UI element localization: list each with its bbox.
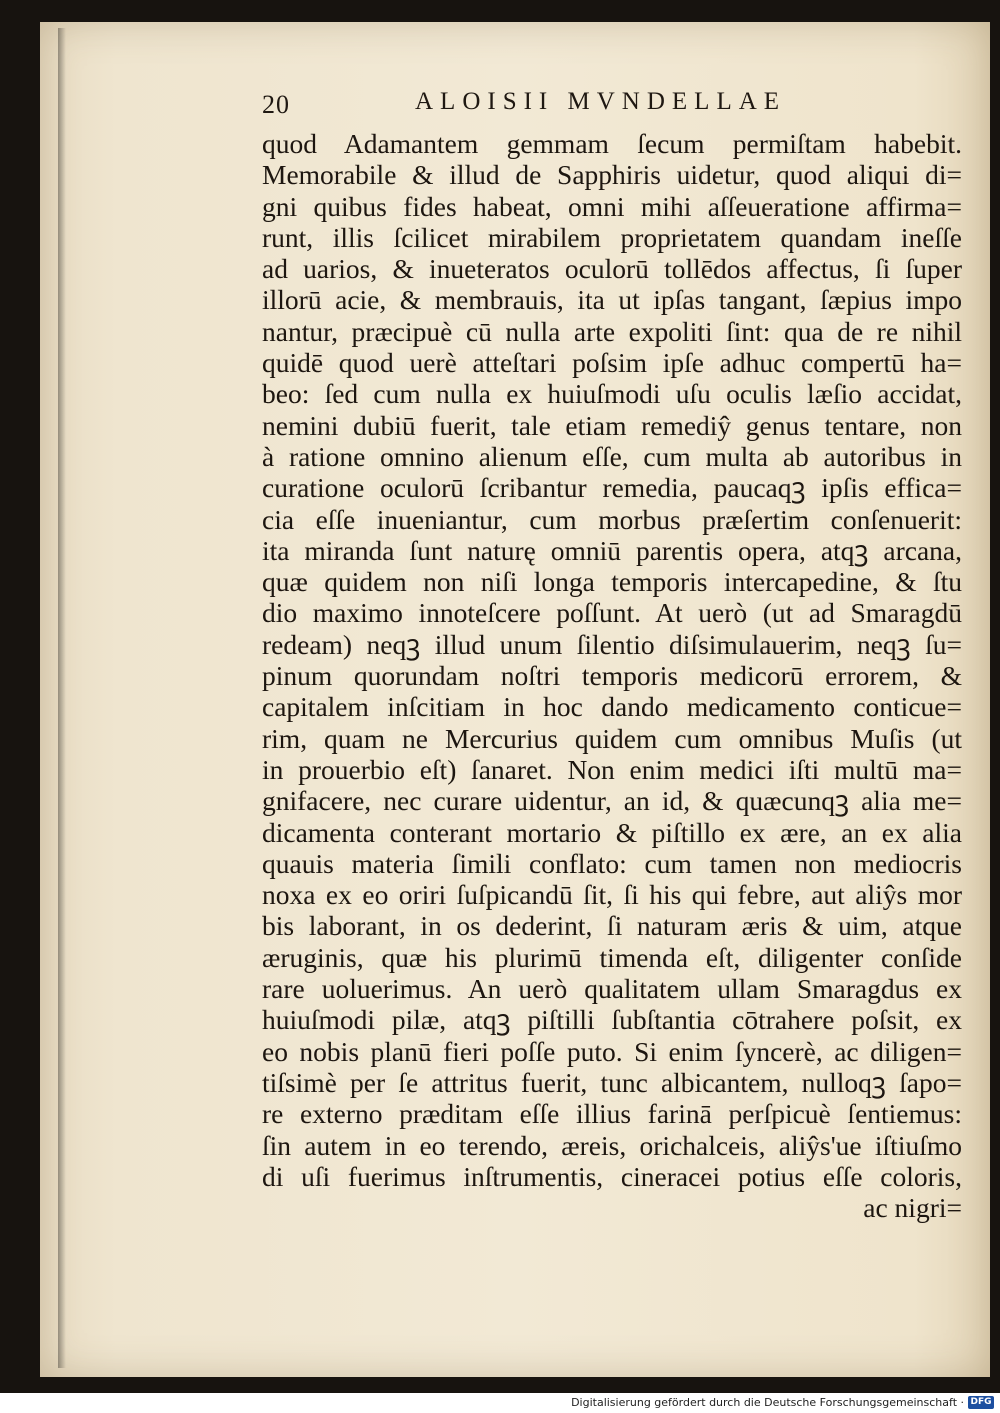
text-line: pinum quorundam noſtri temporis medicorū errorem, & xyxy=(262,660,962,692)
text-line: ita miranda ſunt naturę omniū parentis opera, atqꝫ arcana, xyxy=(262,534,962,566)
text-line: illorū acie, & membrauis, ita ut ipſas tangant, ſæpius impo xyxy=(262,284,962,316)
body-text xyxy=(262,128,962,1223)
text-line: nantur, præcipuè cū nulla arte expoliti ſint: qua de re nihil xyxy=(262,315,962,347)
text-line: re externo præditam eſſe illius farinā perſpicuè ſentiemus: xyxy=(262,1098,962,1130)
text-line: noxa ex eo oriri ſuſpicandū ſit, ſi his qui febre, aut aliŷs mor xyxy=(262,879,962,911)
text-line: dio maximo innoteſcere poſſunt. At uerò (ut ad Smaragdū xyxy=(262,597,962,629)
text-line: quod Adamantem gemmam ſecum permiſtam habebit. xyxy=(262,128,962,159)
dfg-logo-icon: DFG xyxy=(968,1396,994,1409)
text-line: capitalem inſcitiam in hoc dando medicamento conticue= xyxy=(262,691,962,723)
text-line: gnifacere, nec curare uidentur, an id, & quæcunqꝫ alia me= xyxy=(262,785,962,817)
text-line: dicamenta conterant mortario & piſtillo ex ære, an ex alia xyxy=(262,816,962,848)
text-line: bis laborant, in os dederint, ſi naturam æris & uim, atque xyxy=(262,910,962,942)
text-line: nemini dubiū fuerit, tale etiam remediŷ genus tentare, non xyxy=(262,409,962,441)
text-line: gni quibus fides habeat, omni mihi aſſeueratione affirma= xyxy=(262,190,962,222)
footer-bar xyxy=(0,1393,1000,1413)
text-line: tiſsimè per ſe attritus fuerit, tunc albicantem, nulloqꝫ ſapo= xyxy=(262,1066,962,1098)
text-line: quauis materia ſimili conflato: cum tamen non mediocris xyxy=(262,847,962,879)
text-line: Memorabile & illud de Sapphiris uidetur, quod aliqui di= xyxy=(262,159,962,191)
text-line: ad uarios, & inueteratos oculorū tollēdos affectus, ſi ſuper xyxy=(262,253,962,285)
page-gutter-shadow xyxy=(58,28,66,1368)
text-line: rare uoluerimus. An uerò qualitatem ullam Smaragdus ex xyxy=(262,973,962,1005)
running-head: ALOISII MVNDELLAE xyxy=(415,88,787,115)
text-line: ac nigri= xyxy=(863,1192,962,1224)
text-line: curatione oculorū ſcribantur remedia, paucaqꝫ ipſis effica= xyxy=(262,472,962,504)
page-number: 20 xyxy=(262,90,290,119)
text-line: huiuſmodi pilæ, atqꝫ piſtilli ſubſtantia cōtrahere poſsit, ex xyxy=(262,1004,962,1036)
text-line: quæ quidem non niſi longa temporis intercapedine, & ſtu xyxy=(262,566,962,598)
text-line: in prouerbio eſt) ſanaret. Non enim medici iſti multū ma= xyxy=(262,753,962,785)
text-line: à ratione omnino alienum eſſe, cum multa ab autoribus in xyxy=(262,440,962,472)
text-line: eo nobis planū fieri poſſe puto. Si enim ſyncerè, ac diligen= xyxy=(262,1035,962,1067)
text-line: beo: ſed cum nulla ex huiuſmodi uſu oculis læſio accidat, xyxy=(262,378,962,410)
text-line: æruginis, quæ his plurimū timenda eſt, diligenter conſide xyxy=(262,941,962,973)
funding-credit: Digitalisierung gefördert durch die Deutsche Forschungsgemeinschaft · xyxy=(571,1396,964,1409)
text-line: cia eſſe inueniantur, cum morbus præſertim conſenuerit: xyxy=(262,503,962,535)
text-line: rim, quam ne Mercurius quidem cum omnibus Muſis (ut xyxy=(262,722,962,754)
text-line: runt, illis ſcilicet mirabilem proprietatem quandam ineſſe xyxy=(262,221,962,253)
text-line: di uſi fuerimus inſtrumentis, cineracei potius eſſe coloris, xyxy=(262,1160,962,1192)
text-line: ſin autem in eo terendo, æreis, orichalceis, aliŷs'ue iſtiuſmo xyxy=(262,1129,962,1161)
text-line: redeam) neqꝫ illud unum ſilentio diſsimulauerim, neqꝫ ſu= xyxy=(262,628,962,660)
text-line: quidē quod uerè atteſtari poſsim ipſe adhuc compertū ha= xyxy=(262,347,962,379)
